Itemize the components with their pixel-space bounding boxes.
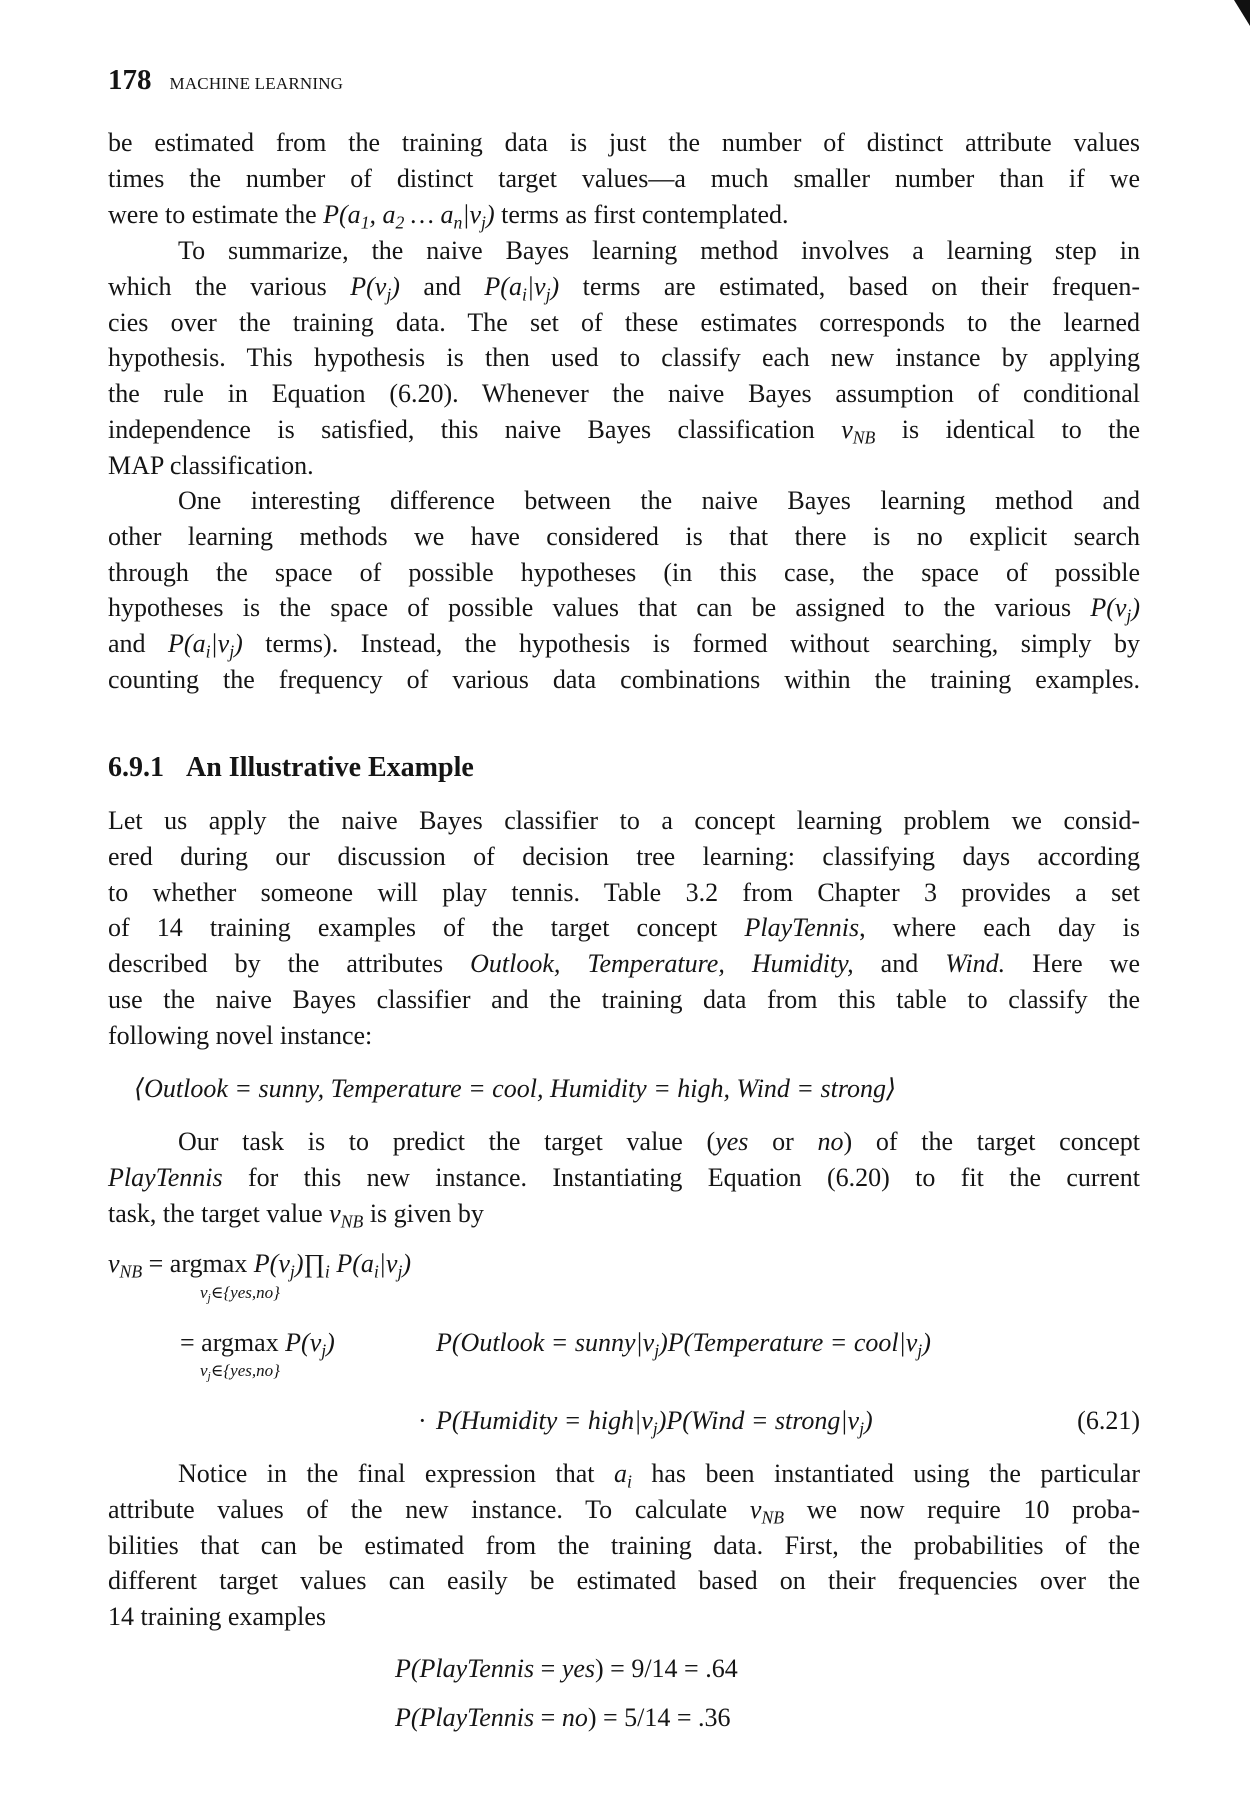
text-line (108, 910, 1140, 946)
text-line (108, 982, 1140, 1018)
text-line (108, 125, 1140, 161)
text-run: task, the target value (108, 1198, 330, 1228)
text-run: v (200, 1283, 208, 1302)
text-run: ) (402, 1249, 412, 1278)
text-line (108, 519, 1140, 555)
text-line (108, 197, 1140, 233)
text-run: j (917, 1340, 923, 1361)
text-run: P(a (484, 271, 522, 301)
text-run: counting the frequency of various data combinations within the training examples. (108, 664, 1140, 694)
text-run: j (386, 284, 392, 305)
text-run: )P(Wind = strong|v (657, 1406, 860, 1435)
text-run: MAP classification. (108, 450, 314, 480)
text-run: |v (210, 629, 230, 659)
text-run: v (749, 1494, 762, 1524)
text-run: we now require 10 proba- (784, 1494, 1140, 1524)
text-line (108, 662, 1140, 698)
text-run: ) (391, 271, 400, 301)
text-run: i (373, 1261, 379, 1282)
text-line (108, 803, 1140, 839)
text-run: has been instantiated using the particular (631, 1459, 1141, 1488)
text-line (108, 1124, 1140, 1160)
text-line (108, 376, 1140, 412)
argmax-subscript-2 (200, 1361, 280, 1386)
text-run: Outlook, Temperature, Humidity, (470, 949, 854, 979)
equation-row-2-right (436, 1325, 931, 1368)
text-run: i (626, 1471, 632, 1492)
text-run: P(Humidity = high|v (436, 1406, 653, 1435)
text-run: no (561, 1703, 588, 1732)
text-line (108, 590, 1140, 626)
text-run: 14 training examples (108, 1602, 327, 1632)
text-run: P(v (350, 271, 387, 301)
text-line (108, 555, 1140, 591)
text-run: P(a (168, 629, 206, 659)
text-run: 1 (360, 211, 370, 232)
text-run: ered during our discussion of decision tree learning: classifying days according (108, 841, 1140, 871)
text-line (108, 1599, 1140, 1635)
text-run: ) (1131, 593, 1140, 623)
text-run: yes (715, 1127, 749, 1156)
text-run: v (841, 414, 853, 444)
text-run: j (859, 1418, 864, 1439)
text-line (108, 233, 1140, 269)
text-run: j (654, 1340, 660, 1361)
text-run: cies over the training data. The set of these estimates corresponds to the learned (108, 307, 1140, 337)
text-run: P(a (329, 1249, 374, 1278)
text-run: NB (340, 1210, 364, 1231)
text-line (108, 875, 1140, 911)
text-run: P(v (253, 1249, 290, 1278)
text-run: , a (369, 199, 396, 229)
text-run: i (324, 1261, 330, 1282)
text-run: independence is satisfied, this naive Bayes classification (108, 414, 842, 444)
running-head-title: MACHINE LEARNING (169, 74, 344, 93)
text-run: … a (404, 199, 454, 229)
text-run: the rule in Equation (6.20). Whenever the naive Bayes assumption of conditional (108, 379, 1140, 409)
text-run: P(v (285, 1328, 322, 1357)
text-run: P(a (323, 199, 361, 229)
text-run: j (652, 1418, 658, 1439)
text-run: use the naive Bayes classifier and the training data from this table to classify the (108, 984, 1140, 1014)
text-run: ) of the target concept (843, 1127, 1141, 1156)
text-run: yes (561, 1654, 596, 1683)
text-run: Notice in the final expression that (178, 1459, 614, 1488)
paragraph (108, 1456, 1140, 1635)
text-run: hypotheses is the space of possible values that can be assigned to the various (108, 593, 1091, 623)
text-run: P(PlayTennis (395, 1703, 535, 1732)
text-run: ) (863, 1406, 873, 1435)
page-number: 178 (108, 64, 152, 96)
text-run: terms are estimated, based on their frequen- (559, 271, 1140, 301)
text-run: and (108, 629, 169, 659)
paragraph (108, 1124, 1140, 1231)
text-run: ) (550, 271, 560, 301)
text-line (108, 1528, 1140, 1564)
text-run: j (207, 1369, 211, 1383)
text-run: ∈{yes,no} (210, 1361, 280, 1380)
text-run: Here we (1005, 949, 1140, 979)
equation-row-3-dot (418, 1403, 427, 1439)
text-run: (6.21) (1077, 1406, 1140, 1435)
text-run: NB (761, 1507, 785, 1528)
text-run: j (545, 284, 551, 305)
text-run: were to estimate the (108, 199, 324, 229)
text-run: ) (294, 1249, 304, 1278)
text-run: ∏ (303, 1249, 325, 1278)
text-run: = (534, 1703, 562, 1732)
text-line (108, 412, 1140, 448)
text-run: and (399, 271, 485, 301)
text-run: NB (852, 427, 876, 448)
section-heading (108, 750, 474, 786)
text-run: = (534, 1654, 562, 1683)
text-line (108, 305, 1140, 341)
text-run: n (453, 211, 463, 232)
text-run: for this new instance. Instantiating Equation (6.20) to fit the current (222, 1162, 1140, 1192)
text-run: be estimated from the training data is just the number of distinct attribute values (108, 128, 1140, 157)
text-run: i (205, 641, 211, 662)
text-run: hypothesis. This hypothesis is then used to classify each new instance by applying (108, 343, 1140, 373)
section-number: 6.9.1 (108, 752, 164, 783)
section-title: An Illustrative Example (186, 752, 474, 783)
text-run: v (200, 1361, 208, 1380)
paragraph (108, 125, 1140, 232)
text-run: ) (485, 199, 495, 229)
text-run: ) (326, 1328, 335, 1357)
text-run: = argmax (180, 1328, 286, 1357)
text-line (108, 1456, 1140, 1492)
text-run: to whether someone will play tennis. Table 3.2 from Chapter 3 provides a set (108, 877, 1140, 907)
paragraph (108, 483, 1140, 698)
probability-yes (395, 1651, 738, 1687)
text-run: terms as first contemplated. (494, 199, 789, 229)
argmax-subscript-1 (200, 1283, 280, 1308)
text-run: other learning methods we have considered is that there is no explicit search (108, 521, 1140, 551)
text-run: no (817, 1127, 844, 1156)
novel-instance (134, 1071, 896, 1107)
text-run: PlayTennis (744, 913, 860, 943)
equation-number (1077, 1403, 1140, 1439)
probability-no (395, 1700, 731, 1736)
text-line (108, 340, 1140, 376)
text-run: |v (462, 199, 482, 229)
text-line (108, 448, 1140, 484)
text-line (108, 483, 1140, 519)
text-run: |v (526, 271, 546, 301)
text-run: NB (119, 1261, 143, 1282)
text-run: P(Outlook = sunny|v (436, 1328, 655, 1357)
text-run: described by the attributes (108, 949, 471, 979)
text-run: bilities that can be estimated from the training data. First, the probabilities of the (108, 1530, 1140, 1560)
text-run: P(PlayTennis (395, 1654, 535, 1683)
text-run: Wind. (945, 949, 1006, 979)
text-run: Our task is to predict the target value ( (178, 1127, 716, 1156)
text-run: To summarize, the naive Bayes learning method involves a learning step in (178, 236, 1140, 265)
text-run: terms). Instead, the hypothesis is formed without searching, simply by (242, 629, 1140, 659)
text-line (108, 1160, 1140, 1196)
text-run: PlayTennis (108, 1162, 223, 1192)
text-run: ) (922, 1328, 931, 1357)
text-run: ) = 9/14 = .64 (595, 1654, 738, 1683)
text-run: · (418, 1406, 427, 1435)
text-run: a (613, 1459, 627, 1488)
text-run: j (1126, 605, 1132, 626)
text-run: = argmax (142, 1249, 254, 1278)
text-line (108, 1018, 1140, 1054)
text-line (108, 626, 1140, 662)
text-run: One interesting difference between the naive Bayes learning method and (178, 486, 1140, 515)
text-line (108, 269, 1140, 305)
text-run: ) = 5/14 = .36 (587, 1703, 731, 1732)
text-run: times the number of distinct target values—a much smaller number than if we (108, 163, 1140, 193)
text-run: j (229, 641, 235, 662)
text-run: j (289, 1261, 295, 1282)
running-head (108, 64, 343, 97)
text-run: ⟨Outlook = sunny, Temperature = cool, Humidity = high, Wind = strong⟩ (134, 1074, 897, 1103)
text-line (108, 946, 1140, 982)
text-run: Let us apply the naive Bayes classifier to a concept learning problem we consid- (108, 806, 1140, 835)
text-run: )P(Temperature = cool|v (659, 1328, 918, 1357)
text-run: v (329, 1198, 341, 1228)
text-run: i (521, 284, 527, 305)
text-run: of 14 training examples of the target concept (108, 913, 745, 943)
text-run: and (853, 949, 946, 979)
text-run: is given by (363, 1198, 484, 1228)
text-run: which the various (108, 271, 351, 301)
text-line (108, 1563, 1140, 1599)
page-corner-mark (1234, 0, 1250, 26)
text-run: j (207, 1291, 211, 1305)
text-line (108, 1196, 1140, 1232)
text-run: , where each day is (859, 913, 1140, 943)
text-line (108, 161, 1140, 197)
text-line (108, 1492, 1140, 1528)
text-run: j (397, 1261, 403, 1282)
equation-row-3 (436, 1403, 873, 1446)
text-run: j (321, 1340, 327, 1361)
text-run: attribute values of the new instance. To calculate (108, 1494, 750, 1524)
paragraph (108, 233, 1140, 484)
text-run: 2 (395, 211, 405, 232)
text-run: j (481, 211, 486, 232)
text-run: different target values can easily be estimated based on their frequencies over the (108, 1566, 1140, 1596)
text-run: P(v (1090, 593, 1127, 623)
text-run: ) (234, 629, 243, 659)
text-run: through the space of possible hypotheses (in this case, the space of possible (108, 557, 1140, 587)
text-run: following novel instance: (108, 1020, 373, 1050)
text-run: |v (378, 1249, 398, 1278)
text-run: ∈{yes,no} (210, 1283, 280, 1302)
text-line (108, 839, 1140, 875)
text-run: is identical to the (875, 414, 1140, 444)
text-run: v (108, 1249, 120, 1278)
paragraph (108, 803, 1140, 1054)
text-run: or (748, 1127, 818, 1156)
